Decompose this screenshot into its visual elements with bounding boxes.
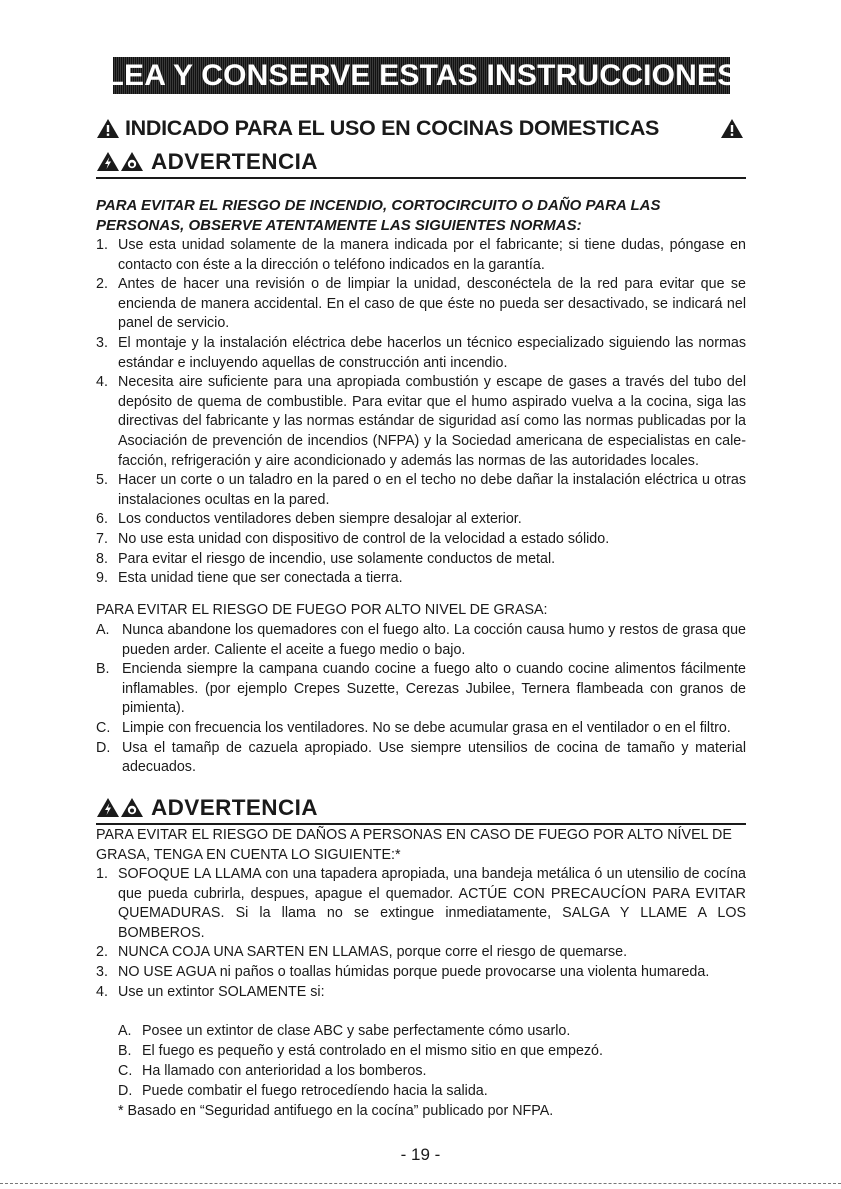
grease-lead: PARA EVITAR EL RIESGO DE FUEGO POR ALTO NIVEL DE GRASA: bbox=[96, 602, 548, 618]
instructions-banner bbox=[105, 57, 738, 94]
list-item: D. Puede combatir el fuego retrocedíendo hacia la salida. bbox=[118, 1083, 488, 1099]
list-item: 1. SOFOQUE LA LLAMA con una tapadera apropiada, una bandeja metálica ó un utensilio de cocína que pueda cubrirla, despues, apague el quemador. ACTÚE CON PRECAUCÍON PARA EVITAR QUEMADURAS. Si la llama no se extingue inmediatamente, SALGA Y LLAME A LOS BOMBEROS. bbox=[96, 866, 746, 941]
list-item: D. Usa el tamañp de cazuela apropiado. Use siempre utensilios de cocina de tamaño y material adecuados. bbox=[96, 739, 746, 776]
page-title: INDICADO PARA EL USO EN COCINAS DOMESTICAS bbox=[125, 116, 660, 140]
list-item: 6. Los conductos ventiladores deben siempre desalojar al exterior. bbox=[96, 511, 522, 528]
list-item: 3. El montaje y la instalación eléctrica debe hacerlos un técnico especializado siguiendo las normas estándar e incluyendo aquellas de construcción anti incendio. bbox=[96, 334, 746, 371]
warning-heading: ADVERTENCIA bbox=[151, 795, 318, 820]
banner-text: LEA Y CONSERVE ESTAS INSTRUCCIONES bbox=[105, 58, 738, 92]
warning-triangle-icon bbox=[96, 118, 120, 139]
fire-hazard-icon bbox=[120, 797, 144, 818]
warning-heading: ADVERTENCIA bbox=[151, 149, 318, 174]
electric-hazard-icon bbox=[96, 151, 120, 172]
list-item: 5. Hacer un corte o un taladro en la pared o en el techo no debe dañar la instalación eléctrica u otras instalaciones ocultas en la pared. bbox=[96, 472, 746, 508]
safety-list bbox=[96, 236, 746, 589]
list-item: 8. Para evitar el riesgo de incendio, use solamente conductos de metal. bbox=[96, 550, 556, 567]
warning-lead: PARA EVITAR EL RIESGO DE DAÑOS A PERSONAS EN CASO DE FUEGO POR ALTO NÍVEL DE GRASA, TENGA EN CUENTA LO SIGUIENTE:* bbox=[96, 827, 732, 863]
list-item: 4. Use un extintor SOLAMENTE si: bbox=[96, 983, 325, 1000]
list-item: 7. No use esta unidad con dispositivo de control de la velocidad a estado sólido. bbox=[96, 530, 610, 547]
list-item: 9. Esta unidad tiene que ser conectada a tierra. bbox=[96, 570, 403, 587]
divider bbox=[96, 177, 746, 179]
list-item: B. El fuego es pequeño y está controlado en el mismo sitio en que empezó. bbox=[118, 1043, 603, 1059]
list-item: C. Limpie con frecuencia los ventiladores. No se debe acumular grasa en el ventilador o en el filtro. bbox=[96, 719, 731, 736]
fire-hazard-icon bbox=[120, 151, 144, 172]
list-item: 3. NO USE AGUA ni paños o toallas húmidas porque puede provocarse una violenta humareda. bbox=[96, 963, 710, 980]
list-item: B. Encienda siempre la campana cuando cocine a fuego alto o cuando cocine alimentos fácilmente inflamables. (por ejemplo Crepes Suzette, Cerezas Jubilee, Ternera flambeada con granos de pimienta). bbox=[96, 661, 746, 717]
page-edge bbox=[0, 1183, 841, 1184]
list-item: 2. Antes de hacer una revisión o de limpiar la unidad, desconéctela de la red para evitar que se encienda de manera accidental. En el caso de que éste no pueda ser desactivado, se indicará nel panel de servicio. bbox=[96, 276, 746, 332]
list-item: 4. Necesita aire suficiente para una apropiada combustión y escape de gases a través del tubo del depósito de quema de combustible. Para evitar que el humo aspirado vuelva a la cocina, siga las directivas del fabricante y las normas estándar de siguridad así como las normas publicadas por la Asociación de prevención de incendios (NFPA) y la Sociedad americana de especialistas en cale-facción, refrigeración y aire acondicionado y además las normas de las autoridades locales. bbox=[96, 374, 746, 469]
warning-triangle-icon bbox=[720, 118, 744, 139]
grease-list bbox=[96, 621, 746, 778]
list-item: 2. NUNCA COJA UNA SARTEN EN LLAMAS, porque corre el riesgo de quemarse. bbox=[96, 944, 628, 961]
fire-steps-list bbox=[96, 865, 746, 1002]
electric-hazard-icon bbox=[96, 797, 120, 818]
list-item: A. Posee un extintor de clase ABC y sabe perfectamente cómo usarlo. bbox=[118, 1023, 571, 1039]
page-number: - 19 - bbox=[400, 1145, 441, 1164]
footnote: * Basado en “Seguridad antifuego en la cocína” publicado por NFPA. bbox=[118, 1103, 554, 1119]
list-item: 1. Use esta unidad solamente de la manera indicada por el fabricante; si tiene dudas, póngase en contacto con éste a la dirección o teléfono indicados en la garantía. bbox=[96, 237, 746, 273]
list-item: C. Ha llamado con anterioridad a los bomberos. bbox=[118, 1063, 427, 1079]
list-item: A. Nunca abandone los quemadores con el fuego alto. La cocción causa humo y restos de grasa que pueden arder. Caliente el aceite a fuego medio o bajo. bbox=[96, 622, 746, 658]
extinguisher-conditions bbox=[96, 1021, 746, 1121]
warning-lead: PARA EVITAR EL RIESGO DE INCENDIO, CORTOCIRCUITO O DAÑO PARA LAS PERSONAS, OBSERVE ATENTAMENTE LAS SIGUIENTES NORMAS: bbox=[96, 197, 661, 234]
